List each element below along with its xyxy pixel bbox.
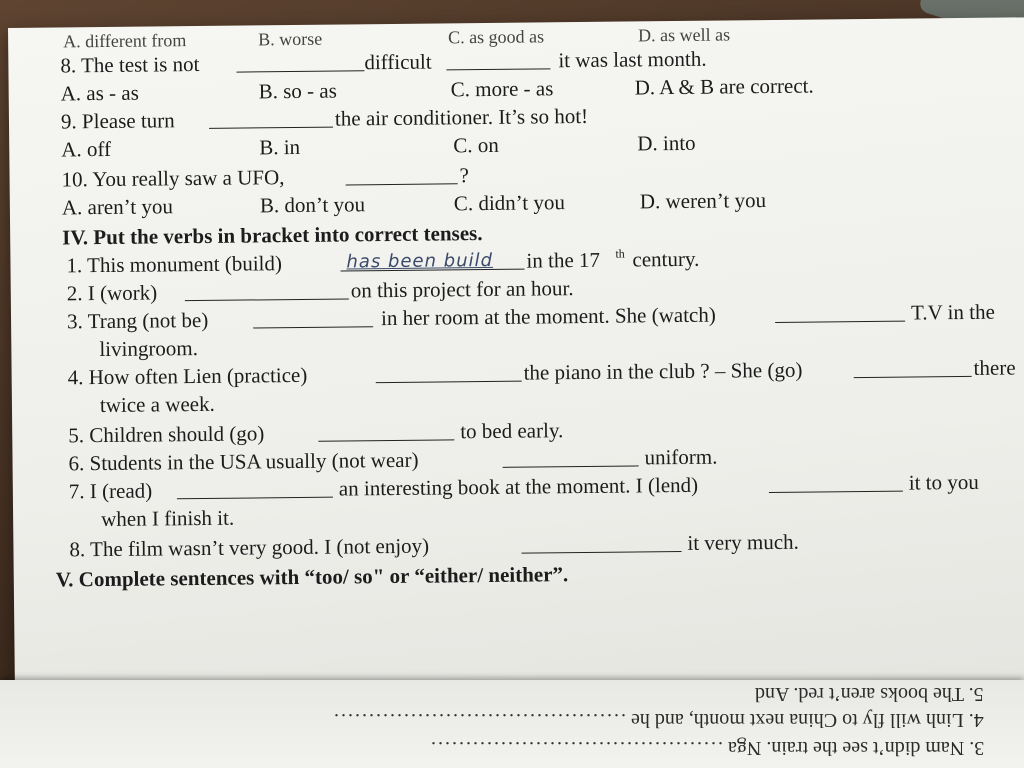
option-b: B. don’t you [259, 192, 366, 218]
item-text: 2. I (work) [66, 280, 158, 306]
answer-blank[interactable] [209, 107, 333, 129]
question-text: ? [459, 163, 470, 188]
item-text: the piano in the club ? – She (go) [523, 357, 803, 385]
option-b: B. so - as [258, 78, 337, 104]
answer-blank[interactable] [185, 278, 349, 301]
question-text: difficult [364, 49, 432, 75]
flipped-page-strip [0, 680, 1024, 768]
flipped-text: 3. Nam didn’t see the train. Nga [727, 737, 984, 759]
item-text: T.V in the [910, 299, 995, 325]
item-text: an interesting book at the moment. I (lend) [338, 472, 699, 501]
option-c: C. more - as [450, 76, 554, 102]
item-text: 7. I (read) [68, 478, 153, 504]
answer-blank[interactable] [775, 301, 905, 323]
question-text: it was last month. [558, 46, 707, 73]
item-text: to bed early. [460, 418, 564, 444]
item-text: there [973, 355, 1016, 380]
item-text: livingroom. [99, 336, 199, 362]
item-text: in her room at the moment. She (watch) [380, 302, 716, 331]
answer-blank[interactable] [769, 471, 903, 493]
option-c: C. on [453, 132, 499, 158]
option-a: A. as - as [60, 80, 139, 106]
option-d: D. A & B are correct. [634, 73, 814, 100]
question-text: 8. The test is not [60, 51, 200, 78]
item-text: century. [632, 246, 700, 272]
answer-blank[interactable] [236, 50, 364, 72]
flipped-line-3 [429, 736, 984, 759]
superscript: th [615, 246, 625, 261]
item-text: it very much. [687, 529, 799, 555]
option-c: C. didn’t you [453, 190, 566, 216]
item-text: 1. This monument (build) [66, 251, 283, 278]
option-text: B. worse [258, 28, 323, 50]
item-text: 8. The film wasn’t very good. I (not enjoy) [69, 533, 430, 562]
option-d: D. into [637, 130, 696, 156]
flipped-line-5 [755, 682, 984, 705]
item-text: it to you [908, 469, 979, 495]
dotted-blank[interactable]: .......................................... [332, 709, 627, 731]
answer-blank[interactable] [521, 531, 681, 554]
option-b: B. in [259, 134, 301, 160]
answer-blank[interactable] [177, 477, 333, 500]
option-text: C. as good as [448, 26, 545, 48]
flipped-text: 5. The books aren’t red. And [755, 683, 984, 705]
item-text: twice a week. [99, 391, 215, 418]
question-text: 9. Please turn [60, 108, 175, 134]
option-a: A. off [61, 136, 112, 162]
answer-blank[interactable] [253, 306, 373, 328]
item-text: 6. Students in the USA usually (not wear) [68, 447, 419, 476]
answer-blank[interactable] [376, 361, 522, 384]
item-text: in the 17 [526, 247, 601, 273]
flipped-text: 4. Linh will fly to China next month, and he [631, 709, 984, 731]
item-text: 4. How often Lien (practice) [67, 362, 308, 390]
answer-blank[interactable] [345, 163, 457, 185]
section-heading: V. Complete sentences with “too/ so" or “either/ neither”. [55, 562, 569, 592]
answer-blank[interactable] [318, 419, 454, 441]
handwritten-answer: has been build [346, 249, 494, 273]
answer-blank[interactable] [502, 445, 638, 467]
option-d: D. weren’t you [639, 188, 767, 214]
section-heading: IV. Put the verbs in bracket into correct tenses. [62, 221, 483, 250]
item-text: 5. Children should (go) [68, 421, 265, 448]
answer-blank[interactable] [446, 48, 550, 70]
answer-blank[interactable] [853, 356, 971, 378]
option-text: D. as well as [638, 24, 731, 46]
item-text: on this project for an hour. [350, 276, 574, 303]
item-text: 3. Trang (not be) [66, 307, 209, 334]
item-text: uniform. [644, 444, 718, 470]
option-a: A. aren’t you [61, 194, 174, 220]
worksheet-page [8, 17, 1024, 728]
dotted-blank[interactable]: .......................................... [428, 737, 723, 759]
flipped-line-4 [332, 708, 984, 731]
option-text: A. different from [63, 30, 187, 52]
question-text: 10. You really saw a UFO, [61, 165, 285, 192]
question-text: the air conditioner. It’s so hot! [334, 103, 589, 131]
item-text: when I finish it. [101, 505, 235, 532]
